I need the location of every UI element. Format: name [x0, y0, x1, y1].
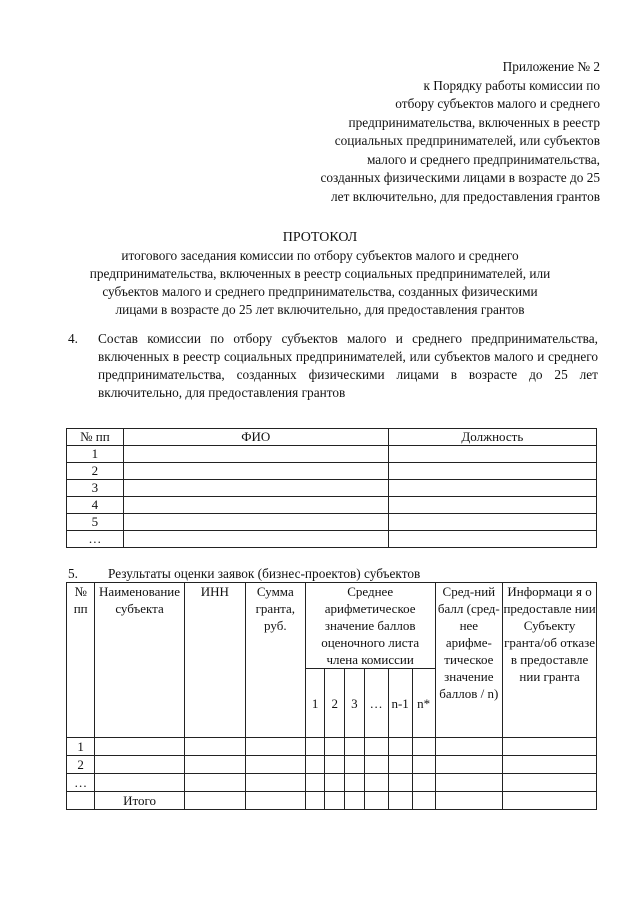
- appendix-line: лет включительно, для предоставления грантов: [331, 188, 600, 204]
- appendix-line: Приложение № 2: [502, 59, 600, 74]
- col-position-header: Должность: [388, 429, 596, 446]
- table-row: [67, 756, 597, 774]
- table-row: [67, 497, 597, 514]
- fio-cell: [123, 497, 388, 514]
- member-col: …: [364, 669, 388, 738]
- fio-cell: [123, 531, 388, 548]
- col-sum-header: Сумма гранта, руб.: [245, 583, 305, 738]
- title-line: лицами в возрасте до 25 лет включительно, для предоставления грантов: [115, 302, 525, 317]
- results-table: [66, 582, 597, 810]
- row-number: 2: [67, 463, 124, 480]
- fio-cell: [123, 463, 388, 480]
- member-col: 3: [345, 669, 365, 738]
- col-fio-header: ФИО: [123, 429, 388, 446]
- table-row: [67, 514, 597, 531]
- row-number: 5: [67, 514, 124, 531]
- appendix-line: предпринимательства, включенных в реестр: [348, 114, 600, 130]
- title-line: итогового заседания комиссии по отбору субъектов малого и среднего: [121, 248, 519, 263]
- row-number: 3: [67, 480, 124, 497]
- position-cell: [388, 514, 596, 531]
- protocol-heading: ПРОТОКОЛ: [282, 230, 358, 245]
- title-line: субъектов малого и среднего предпринимательства, созданных физическими: [102, 284, 538, 299]
- appendix-line: к Порядку работы комиссии по: [423, 77, 600, 93]
- fio-cell: [123, 514, 388, 531]
- row-number: 4: [67, 497, 124, 514]
- row-number: 2: [67, 756, 95, 774]
- member-col: 1: [305, 669, 325, 738]
- section-5-text: Результаты оценки заявок (бизнес-проектов) субъектов: [108, 566, 421, 581]
- title-line: предпринимательства, включенных в реестр социальных предпринимателей, или: [89, 266, 551, 281]
- section-4-text: Состав комиссии по отбору субъектов малого и среднего предпринимательства, включенных в реестр социальных предпринимателей, или субъектов малого и среднего предпринимательства, созданных физическими лицами в возрасте до 25 лет включительно, для предоставления грантов: [98, 331, 598, 400]
- col-number-header: № пп: [67, 429, 124, 446]
- section-5-number: 5.: [68, 566, 78, 581]
- member-col: n*: [412, 669, 435, 738]
- col-number-header: № пп: [67, 583, 95, 738]
- col-avg-header: Среднее арифметическое значение баллов оценочного листа члена комиссии: [305, 583, 435, 669]
- table-row: [67, 738, 597, 756]
- results-header-row: [67, 583, 597, 669]
- row-number: …: [67, 531, 124, 548]
- protocol-title: [0, 229, 640, 319]
- table-row: [67, 480, 597, 497]
- table-row: [67, 463, 597, 480]
- appendix-header: [270, 58, 600, 206]
- col-info-header: Информаци я о предоставле нии Субъекту гранта/об отказе в предоставле нии гранта: [503, 583, 597, 738]
- appendix-line: созданных физическими лицами в возрасте до 25: [320, 170, 600, 185]
- row-number: …: [67, 774, 95, 792]
- position-cell: [388, 480, 596, 497]
- col-name-header: Наименование субъекта: [95, 583, 184, 738]
- table-row: [67, 531, 597, 548]
- position-cell: [388, 463, 596, 480]
- commission-table: [66, 428, 597, 548]
- member-col: n-1: [388, 669, 412, 738]
- appendix-line: социальных предпринимателей, или субъектов: [334, 133, 600, 148]
- col-inn-header: ИНН: [184, 583, 245, 738]
- total-row: [67, 792, 597, 810]
- fio-cell: [123, 480, 388, 497]
- fio-cell: [123, 446, 388, 463]
- appendix-line: отбору субъектов малого и среднего: [395, 96, 600, 111]
- appendix-line: малого и среднего предпринимательства,: [366, 151, 600, 167]
- total-label: Итого: [95, 792, 184, 810]
- table-row: [67, 774, 597, 792]
- section-4: [68, 330, 598, 402]
- position-cell: [388, 446, 596, 463]
- section-4-number: 4.: [68, 331, 78, 346]
- col-mean-header: Сред-ний балл (сред-нее арифме-тическое значение баллов / n): [435, 583, 503, 738]
- position-cell: [388, 497, 596, 514]
- commission-header-row: [67, 429, 597, 446]
- row-number: 1: [67, 738, 95, 756]
- position-cell: [388, 531, 596, 548]
- member-col: 2: [325, 669, 345, 738]
- table-row: [67, 446, 597, 463]
- row-number: 1: [67, 446, 124, 463]
